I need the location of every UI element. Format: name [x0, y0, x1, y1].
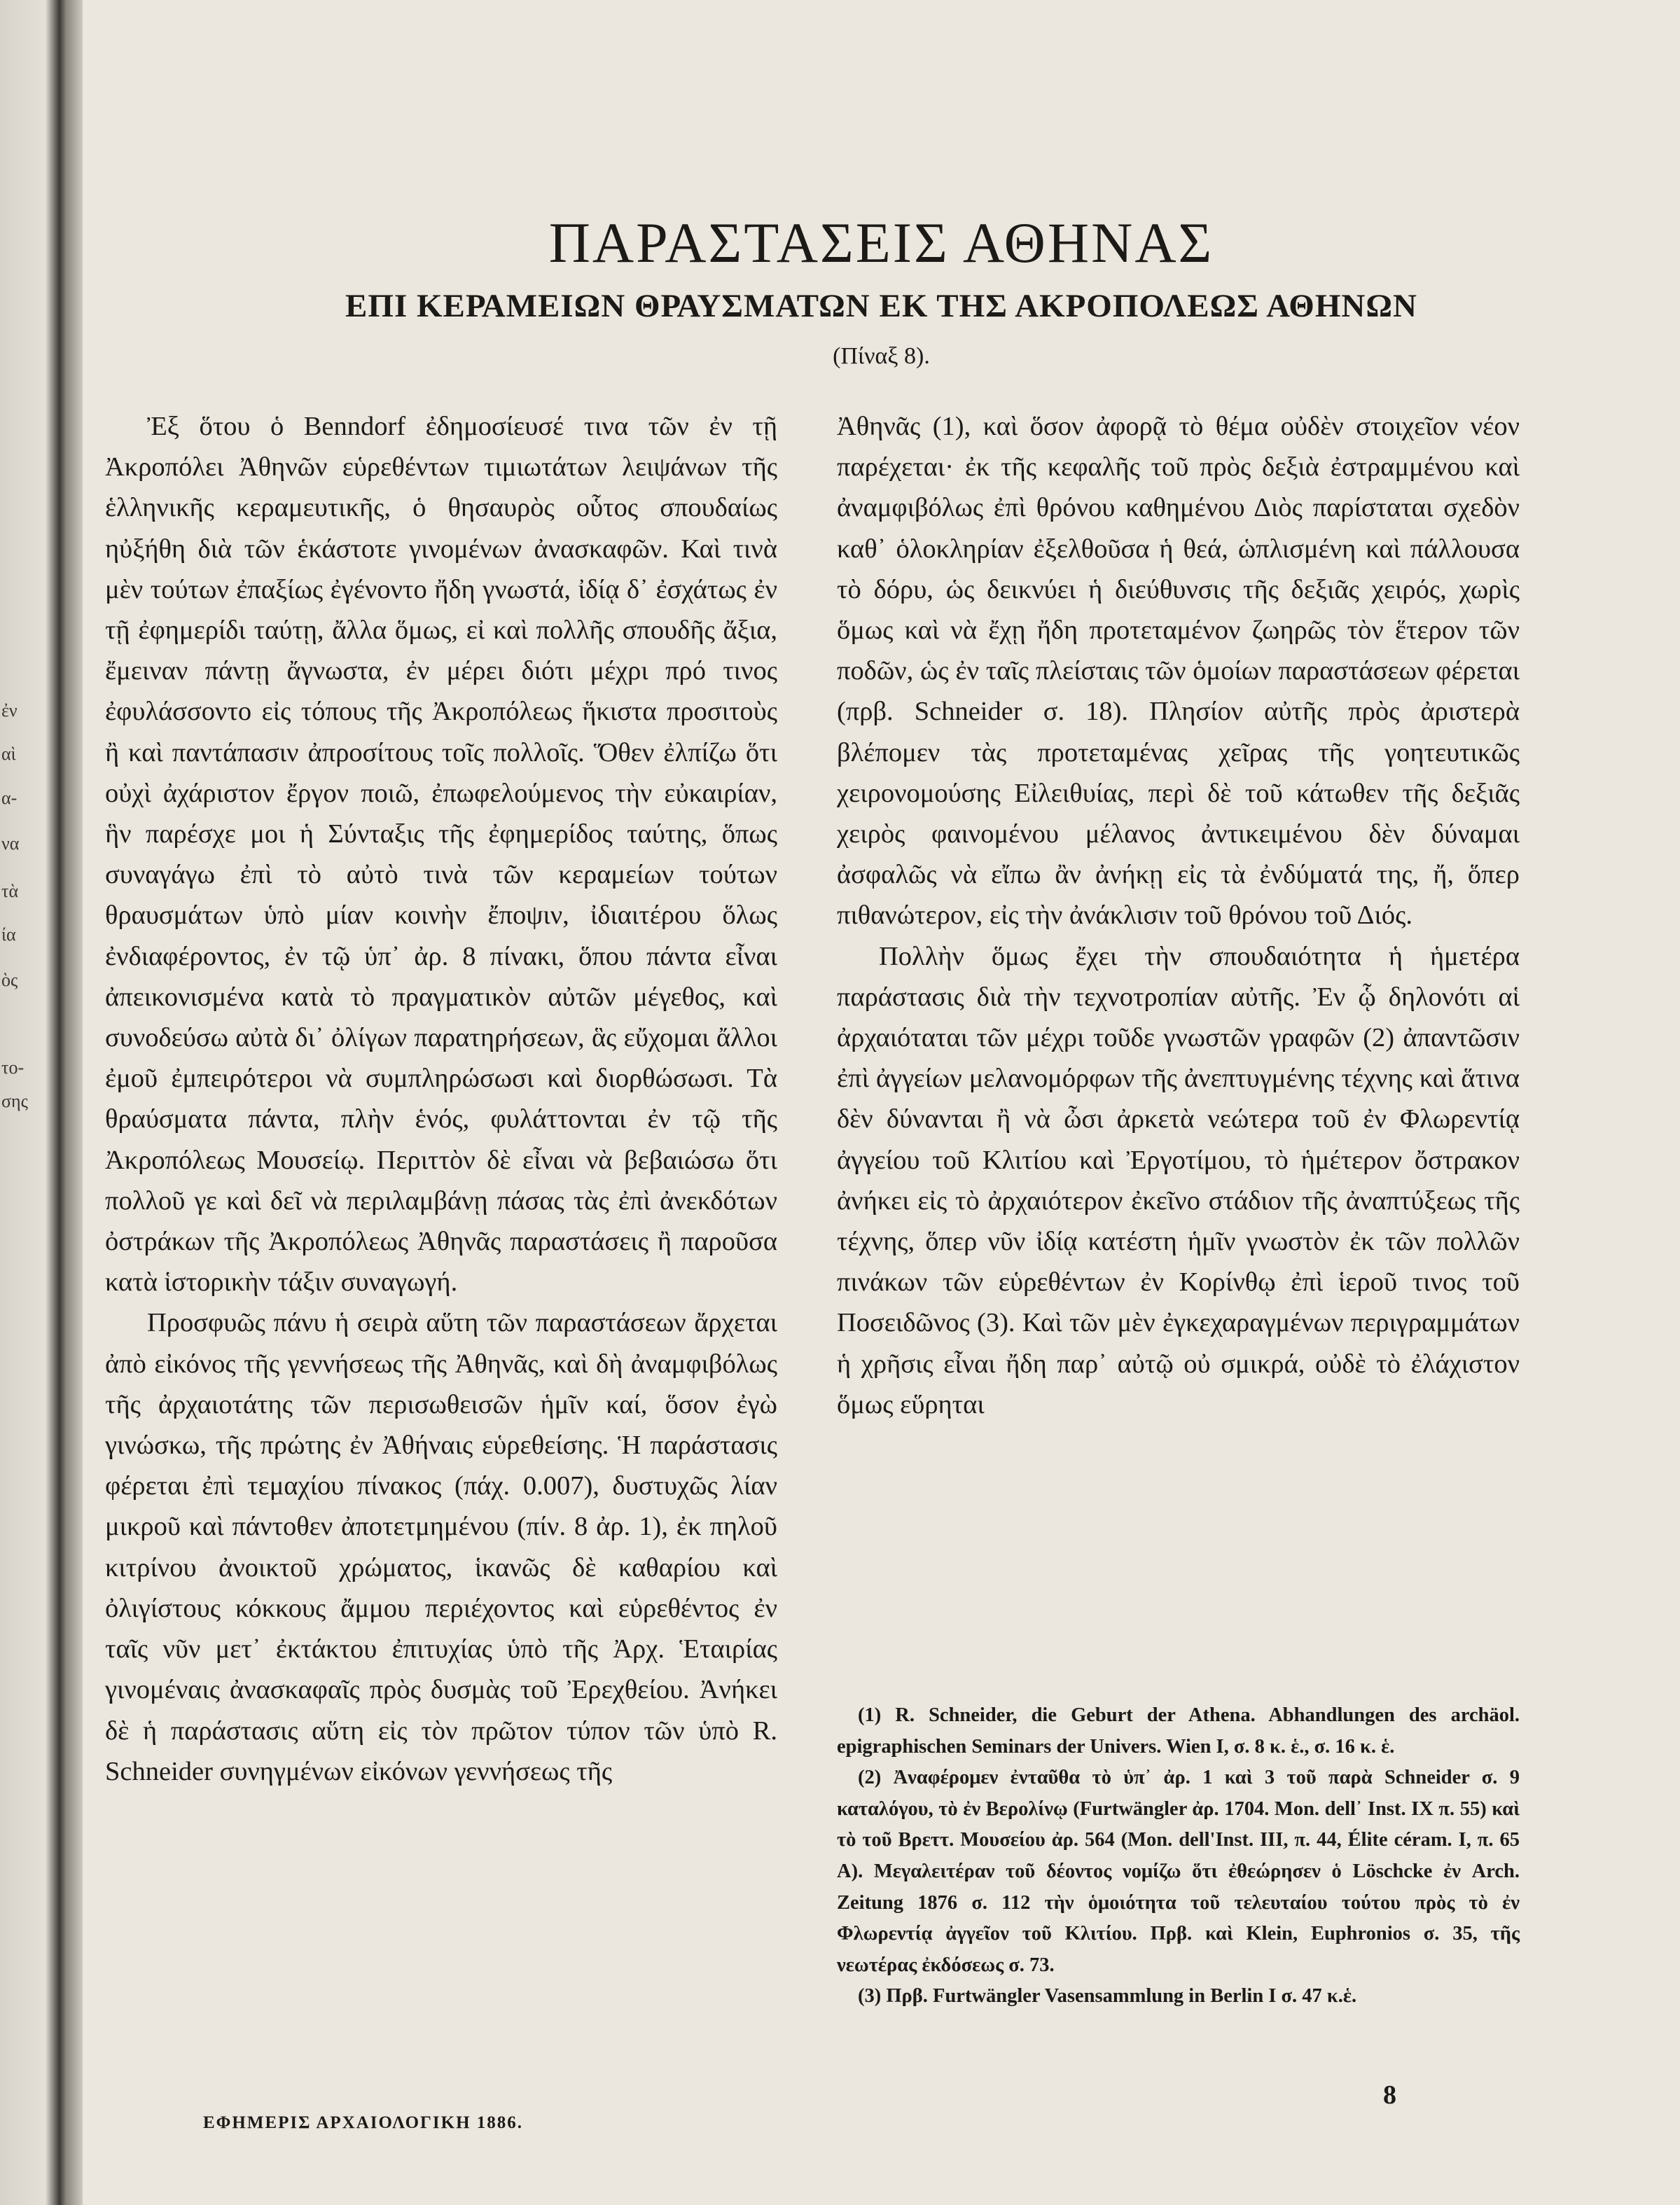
margin-fragment: α-	[1, 788, 18, 808]
margin-fragment: αὶ	[1, 744, 16, 764]
page-number: 8	[1383, 2080, 1396, 2110]
margin-fragment: ἐν	[1, 700, 18, 721]
right-text-column	[837, 406, 1520, 1425]
paragraph: Ἐξ ὅτου ὁ Benndorf ἐδημοσίευσέ τινα τῶν ἐν τῇ Ἀκροπόλει Ἀθηνῶν εὑρεθέντων τιμιωτάτων λειψάνων τῆς ἑλληνικῆς κεραμευτικῆς, ὁ θησαυρὸς οὗτος σπουδαίως ηὐξήθη διὰ τῶν ἑκάστοτε γινομένων ἀνασκαφῶν. Καὶ τινὰ μὲν τούτων ἐπαξίως ἐγένοντο ἤδη γνωστά, ἰδίᾳ δ᾿ ἐσχάτως ἐν τῇ ἐφημερίδι ταύτῃ, ἄλλα ὅμως, εἰ καὶ πολλῆς σπουδῆς ἄξια, ἔμειναν πάντῃ ἄγνωστα, ἐν μέρει διότι μέχρι πρό τινος ἐφυλάσσοντο εἰς τόπους τῆς Ἀκροπόλεως ἥκιστα προσιτοὺς ἢ καὶ παντάπασιν ἀπροσίτους τοῖς πολλοῖς. Ὅθεν ἐλπίζω ὅτι οὐχὶ ἀχάριστον ἔργον ποιῶ, ἐπωφελούμενος τὴν εὐκαιρίαν, ἣν παρέσχε μοι ἡ Σύνταξις τῆς ἐφημερίδος ταύτης, ὅπως συναγάγω ἐπὶ τὸ αὐτὸ τινὰ τῶν κεραμείων τούτων θραυσμάτων ὑπὸ μίαν κοινὴν ἔποψιν, ἰδιαιτέρου ὅλως ἐνδιαφέροντος, ἐν τῷ ὑπ᾿ ἀρ. 8 πίνακι, ὅπου πάντα εἶναι ἀπεικονισμένα κατὰ τὸ πραγματικὸν αὐτῶν μέγεθος, καὶ συνοδεύσω αὐτὰ δι᾿ ὀλίγων παρατηρήσεων, ἃς εὔχομαι ἄλλοι ἐμοῦ ἐμπειρότεροι νὰ συμπληρώσωσι καὶ διορθώσωσι. Τὰ θραύσματα πάντα, πλὴν ἑνός, φυλάττονται ἐν τῷ τῆς Ἀκροπόλεως Μουσείῳ. Περιττὸν δὲ εἶναι νὰ βεβαιώσω ὅτι πολλοῦ γε καὶ δεῖ νὰ περιλαμβάνῃ πάσας τὰς ἐπὶ ἀνεκδότων ὀστράκων τῆς Ἀκροπόλεως Ἀθηνᾶς παραστάσεις ἢ παροῦσα κατὰ ἱστορικὴν τάξιν συναγωγή.	[105, 412, 777, 1298]
margin-fragment: το-	[1, 1057, 25, 1078]
paragraph: Προσφυῶς πάνυ ἡ σειρὰ αὕτη τῶν παραστάσεων ἄρχεται ἀπὸ εἰκόνος τῆς γεννήσεως τῆς Ἀθηνᾶς, καὶ δὴ ἀναμφιβόλως τῆς ἀρχαιοτάτης τῶν περισωθεισῶν ἡμῖν καί, ὅσον ἐγὼ γινώσκω, τῆς πρώτης ἐν Ἀθήναις εὑρεθείσης. Ἡ παράστασις φέρεται ἐπὶ τεμαχίου πίνακος (πάχ. 0.007), δυστυχῶς λίαν μικροῦ καὶ πάντοθεν ἀποτετμημένου (πίν. 8 ἀρ. 1), ἐκ πηλοῦ κιτρίνου ἀνοικτοῦ χρώματος, ἱκανῶς δὲ καθαρίου καὶ ὀλιγίστους κόκκους ἄμμου περιέχοντος καὶ εὑρεθέντος ἐν ταῖς νῦν μετ᾿ ἐκτάκτου ἐπιτυχίας ὑπὸ τῆς Ἀρχ. Ἑταιρίας γινομέναις ἀνασκαφαῖς πρὸς δυσμὰς τοῦ Ἐρεχθείου. Ἀνήκει δὲ ἡ παράστασις αὕτη εἰς τὸν πρῶτον τύπον τῶν ὑπὸ R. Schneider συνηγμένων εἰκόνων γεννήσεως τῆς	[105, 1308, 777, 1786]
book-binding-edge	[0, 0, 83, 2205]
paragraph: Ἀθηνᾶς (1), καὶ ὅσον ἀφορᾷ τὸ θέμα οὐδὲν στοιχεῖον νέον παρέχεται· ἐκ τῆς κεφαλῆς τοῦ πρὸς δεξιὰ ἐστραμμένου καὶ ἀναμφιβόλως ἐπὶ θρόνου καθημένου Διὸς παρίσταται σχεδὸν καθ᾿ ὁλοκληρίαν ἐξελθοῦσα ἡ θεά, ὡπλισμένη καὶ πάλλουσα τὸ δόρυ, ὡς δεικνύει ἡ διεύθυνσις τῆς δεξιᾶς χειρός, χωρὶς ὅμως καὶ νὰ ἔχῃ ἤδη προτεταμένον ζωηρῶς τὸν ἕτερον τῶν ποδῶν, ὡς ἐν ταῖς πλείσταις τῶν ὁμοίων παραστάσεων φέρεται (πρβ. Schneider σ. 18). Πλησίον αὐτῆς πρὸς ἀριστερὰ βλέπομεν τὰς προτεταμένας χεῖρας τῆς γοητευτικῶς χειρονομούσης Εἰλειθυίας, περὶ δὲ τοῦ κάτωθεν τῆς δεξιᾶς χειρὸς φαινομένου μέλανος ἀντικειμένου δὲν δύναμαι ἀσφαλῶς νὰ εἴπω ἂν ἀνήκῃ εἰς τὰ ἐνδύματά της, ἤ, ὅπερ πιθανώτερον, εἰς τὴν ἀνάκλισιν τοῦ θρόνου τοῦ Διός.	[837, 412, 1520, 931]
footnote: (1) R. Schneider, die Geburt der Athena. Abhandlungen des archäol. epigraphischen Seminars der Univers. Wien I, σ. 8 κ. ἑ., σ. 16 κ. ἑ.	[837, 1704, 1520, 1758]
plate-reference: (Πίναξ 8).	[833, 343, 930, 369]
left-text-column	[105, 406, 777, 1792]
article-title: ΠΑΡΑΣΤΑΣΕΙΣ ΑΘΗΝΑΣ	[548, 211, 1214, 274]
margin-fragment: ὸς	[1, 970, 18, 990]
article-subtitle: ΕΠΙ ΚΕΡΑΜΕΙΩΝ ΘΡΑΥΣΜΑΤΩΝ ΕΚ ΤΗΣ ΑΚΡΟΠΟΛΕΩΣ ΑΘΗΝΩΝ	[345, 288, 1417, 324]
margin-fragment: ία	[1, 924, 16, 945]
running-footer: ΕΦΗΜΕΡΙΣ ΑΡΧΑΙΟΛΟΓΙΚΗ 1886.	[203, 2113, 524, 2132]
margin-fragment: τὰ	[1, 881, 19, 901]
margin-fragment: σης	[1, 1091, 28, 1111]
footnotes	[837, 1700, 1520, 2012]
paragraph: Πολλὴν ὅμως ἔχει τὴν σπουδαιότητα ἡ ἡμετέρα παράστασις διὰ τὴν τεχνοτροπίαν αὐτῆς. Ἐν ᾧ δηλονότι αἱ ἀρχαιόταται τῶν μέχρι τοῦδε γνωστῶν γραφῶν (2) ἀπαντῶσιν ἐπὶ ἀγγείων μελανομόρφων τῆς ἀνεπτυγμένης τέχνης καὶ ἅτινα δὲν δύνανται ἢ νὰ ὦσι ἀρκετὰ νεώτερα τοῦ ἐν Φλωρεντίᾳ ἀγγείου τοῦ Κλιτίου καὶ Ἐργοτίμου, τὸ ἡμέτερον ὄστρακον ἀνήκει εἰς τὸ ἀρχαιότερον ἐκεῖνο στάδιον τῆς ἀναπτύξεως τῆς τέχνης, ὅπερ νῦν ἰδίᾳ κατέστη ἡμῖν γνωστὸν ἐκ τῶν πολλῶν πινάκων τῶν εὑρεθέντων ἐν Κορίνθῳ ἐπὶ ἱεροῦ τινος τοῦ Ποσειδῶνος (3). Καὶ τῶν μὲν ἐγκεχαραγμένων περιγραμμάτων ἡ χρῆσις εἶναι ἤδη παρ᾿ αὐτῷ οὐ σμικρά, οὐδὲ τὸ ἐλάχιστον ὅμως εὕρηται	[837, 941, 1520, 1419]
footnote: (3) Πρβ. Furtwängler Vasensammlung in Berlin I σ. 47 κ.ἑ.	[858, 1985, 1357, 2008]
margin-fragment: να	[1, 833, 20, 854]
footnote: (2) Ἀναφέρομεν ἐνταῦθα τὸ ὑπ᾿ ἀρ. 1 καὶ 3 τοῦ παρὰ Schneider σ. 9 καταλόγου, τὸ ἐν Βερολίνῳ (Furtwängler ἀρ. 1704. Mon. dell᾿ Inst. IX π. 55) καὶ τὸ τοῦ Βρεττ. Μουσείου ἀρ. 564 (Mon. dell'Inst. III, π. 44, Élite céram. I, π. 65 A). Μεγαλειτέραν τοῦ δέοντος νομίζω ὅτι ἐθεώρησεν ὁ Löschcke ἐν Arch. Zeitung 1876 σ. 112 τὴν ὁμοιότητα τοῦ τελευταίου τούτου πρὸς τὸ ἐν Φλωρεντίᾳ ἀγγεῖον τοῦ Κλιτίου. Πρβ. καὶ Klein, Euphronios σ. 35, τῆς νεωτέρας ἐκδόσεως σ. 73.	[837, 1767, 1520, 1976]
